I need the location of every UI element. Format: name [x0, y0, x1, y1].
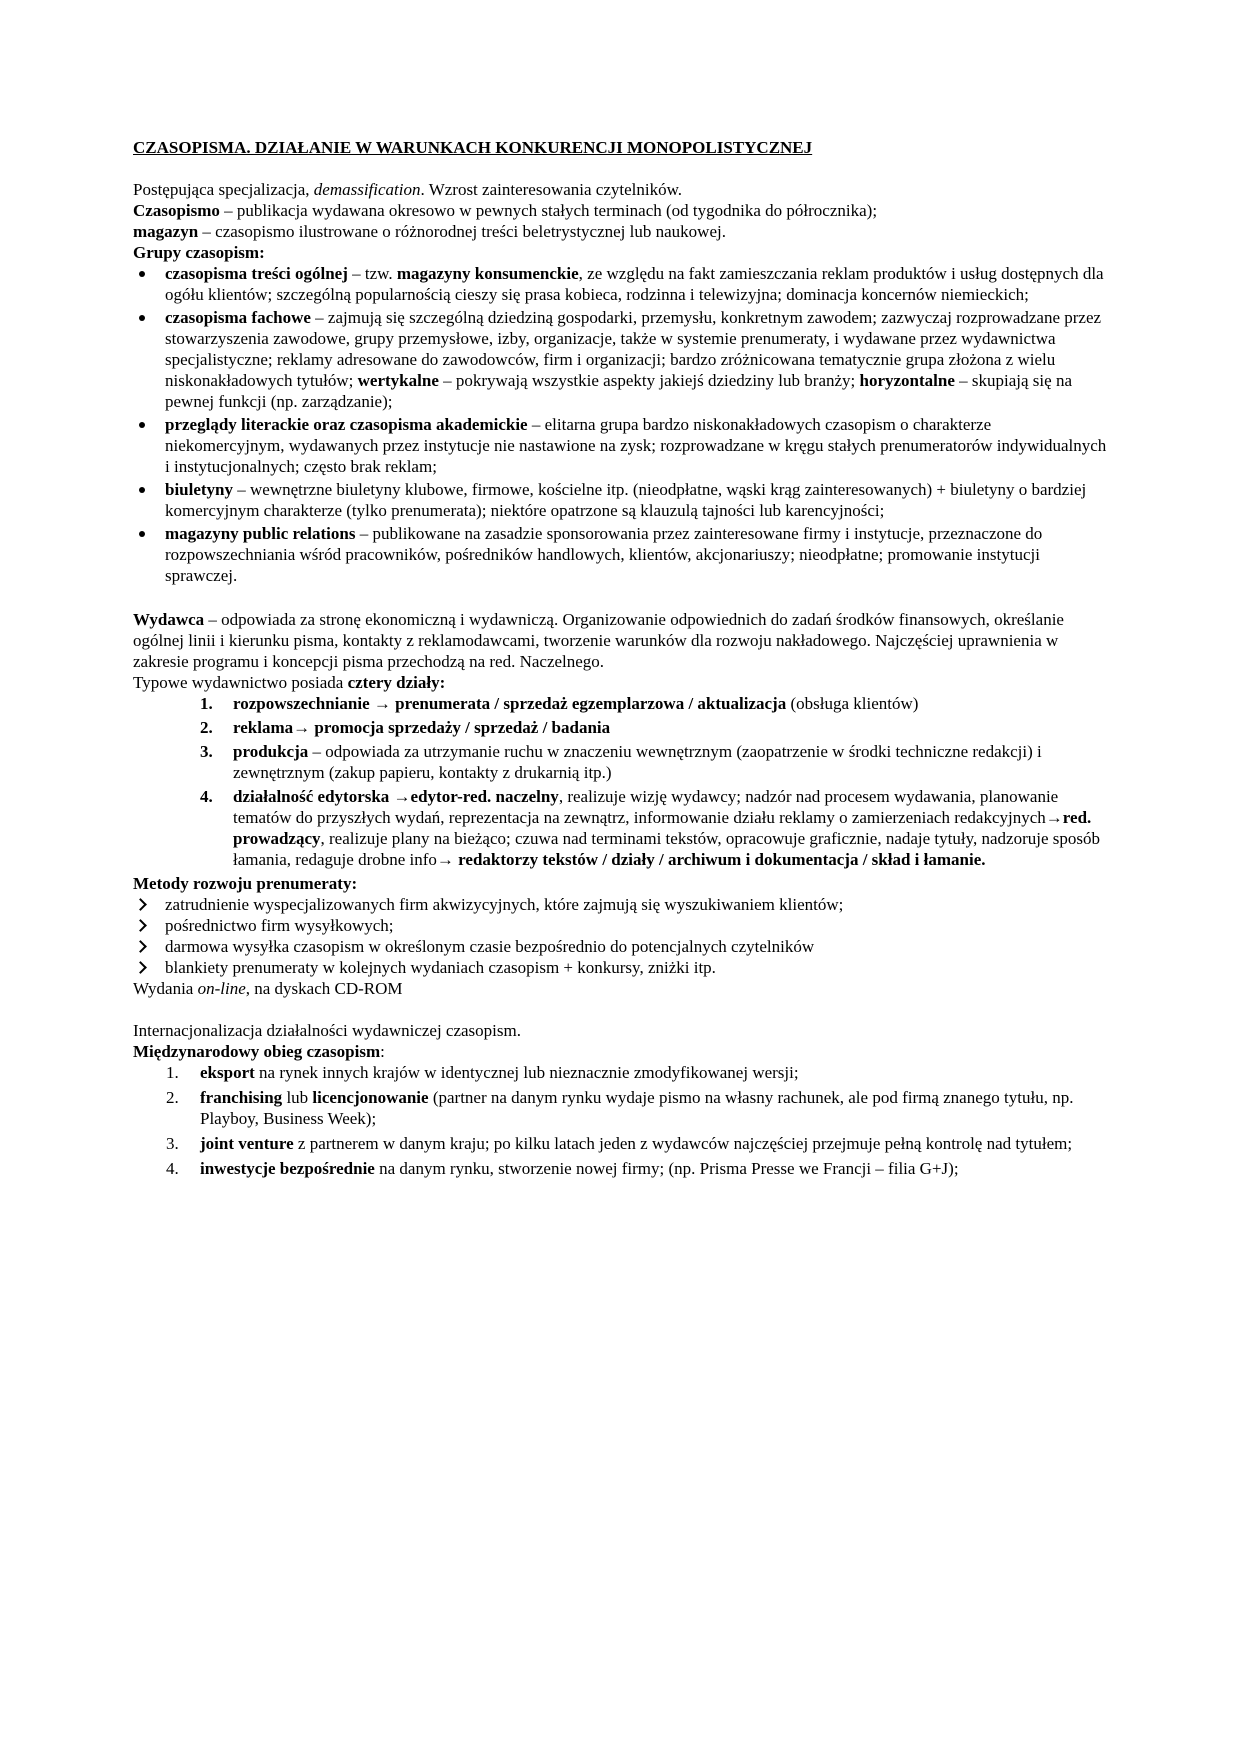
- paragraph: [133, 179, 1110, 200]
- text-run: cztery działy:: [347, 673, 446, 692]
- arrow-bullet-icon: [134, 961, 147, 974]
- arrow-bullet-icon: [134, 919, 147, 932]
- paragraph: [133, 672, 1110, 693]
- text-run: (obsługa klientów): [786, 694, 919, 713]
- list-number: 3.: [200, 742, 213, 761]
- list-number: 4.: [200, 787, 213, 806]
- list-number: 1.: [200, 694, 213, 713]
- list-item: [133, 957, 1110, 978]
- text-run: licencjonowanie: [312, 1088, 429, 1107]
- text-run: Międzynarodowy obieg czasopism: [133, 1042, 381, 1061]
- bullet-icon: [139, 315, 145, 321]
- list-item: [133, 786, 1110, 870]
- text-run: Wydania: [133, 979, 198, 998]
- blank-line: [133, 999, 1110, 1020]
- list-item: [133, 414, 1110, 477]
- paragraph: [133, 873, 1110, 894]
- text-run: blankiety prenumeraty w kolejnych wydaniach czasopism + konkursy, zniżki itp.: [165, 958, 716, 977]
- text-run: – odpowiada za stronę ekonomiczną i wydawniczą. Organizowanie odpowiednich do zadań środków finansowych, określanie ogólnej linii i kierunku pisma, kontakty z reklamodawcami, tworzenie warunków dla rozwoju nakładowego. Najczęściej uprawnienia w zakresie programu i koncepcji pisma przechodzą na red. Naczelnego.: [133, 610, 1064, 671]
- document-title: CZASOPISMA. DZIAŁANIE W WARUNKACH KONKURENCJI MONOPOLISTYCZNEJ: [133, 138, 813, 157]
- list-number: 4.: [166, 1159, 179, 1178]
- text-run: – publikacja wydawana okresowo w pewnych stałych terminach (od tygodnika do półrocznika);: [219, 201, 878, 220]
- list-item: [133, 717, 1110, 738]
- text-run: rozpowszechnianie → prenumerata / sprzedaż egzemplarzowa / aktualizacja: [233, 694, 787, 713]
- list-item-text: [200, 1134, 1072, 1153]
- text-run: – odpowiada za utrzymanie ruchu w znaczeniu wewnętrznym (zaopatrzenie w środki techniczne redakcji) i zewnętrznym (zakup papieru, kontakty z drukarnią itp.): [233, 742, 1042, 782]
- document-body: [133, 179, 1110, 1179]
- text-run: z partnerem w danym kraju; po kilku latach jeden z wydawców najczęściej przejmuje pełną kontrolę nad tytułem;: [293, 1134, 1073, 1153]
- text-run: demassification: [313, 180, 421, 199]
- list-item-text: [165, 916, 394, 935]
- list-number: 1.: [166, 1063, 179, 1082]
- list-item-text: [165, 308, 1101, 411]
- text-run: – skupiają się na pewnej funkcji (np. zarządzanie);: [165, 371, 1072, 411]
- text-run: :: [380, 1042, 385, 1061]
- text-run: horyzontalne: [859, 371, 955, 390]
- text-run: Typowe wydawnictwo posiada: [133, 673, 348, 692]
- text-run: Metody rozwoju prenumeraty:: [133, 874, 358, 893]
- list-item: [133, 1087, 1110, 1129]
- paragraph: [133, 242, 1110, 263]
- list-item-text: [233, 718, 610, 737]
- text-run: → redaktorzy tekstów / działy / archiwum i dokumentacja / skład i łamanie.: [436, 850, 986, 869]
- text-run: darmowa wysyłka czasopism w określonym czasie bezpośrednio do potencjalnych czytelników: [165, 937, 815, 956]
- list-number: 3.: [166, 1134, 179, 1153]
- paragraph: [133, 1020, 1110, 1041]
- list-item: [133, 915, 1110, 936]
- text-run: inwestycje bezpośrednie: [200, 1159, 375, 1178]
- list-item-text: [200, 1088, 1073, 1128]
- list-item-text: [200, 1063, 799, 1082]
- text-run: joint venture: [200, 1134, 294, 1153]
- text-run: – elitarna grupa bardzo niskonakładowych czasopism o charakterze niekomercyjnym, wydawanych przez instytucje nie nastawione na zysk; rozprowadzane w kręgu stałych prenumeratorów indywidualnych i instytucjonalnych; często brak reklam;: [165, 415, 1107, 476]
- text-run: – pokrywają wszystkie aspekty jakiejś dziedziny lub branży;: [438, 371, 860, 390]
- list-number: 2.: [166, 1088, 179, 1107]
- text-run: – zajmują się szczególną dziedziną gospodarki, przemysłu, konkretnym zawodem; zazwyczaj rozprowadzane przez stowarzyszenia zawodowe, grupy przemysłowe, izby, organizacje, także w systemie prenumeraty, i wydawane przez wydawnictwa specjalistyczne; reklamy adresowane do zawodowców, firm i organizacji; bardzo zróżnicowana tematycznie grupa złożona z wielu niskonakładowych tytułów;: [165, 308, 1102, 390]
- paragraph: [133, 1041, 1110, 1062]
- list-item-text: [165, 524, 1042, 585]
- list-item-text: [233, 787, 1100, 869]
- list-item: [133, 263, 1110, 305]
- text-run: (partner na danym rynku wydaje pismo na własny rachunek, ale pod firmą znanego tytułu, np. Playboy, Business Week);: [200, 1088, 1074, 1128]
- text-run: , na dyskach CD-ROM: [245, 979, 403, 998]
- list-item: [133, 307, 1110, 412]
- list-item: [133, 1133, 1110, 1154]
- text-run: magazyny konsumenckie: [396, 264, 579, 283]
- text-run: – tzw.: [347, 264, 397, 283]
- paragraph: [133, 609, 1110, 672]
- paragraph: [133, 200, 1110, 221]
- text-run: Wydawca: [133, 610, 205, 629]
- list-item-text: [165, 264, 1104, 304]
- text-run: lub: [282, 1088, 313, 1107]
- text-run: on-line: [197, 979, 246, 998]
- list-item: [133, 741, 1110, 783]
- list-item-text: [165, 480, 1086, 520]
- list-item-text: [200, 1159, 959, 1178]
- text-run: franchising: [200, 1088, 283, 1107]
- text-run: eksport: [200, 1063, 255, 1082]
- bullet-icon: [139, 487, 145, 493]
- text-run: na rynek innych krajów w identycznej lub nieznacznie zmodyfikowanej wersji;: [254, 1063, 799, 1082]
- text-run: na danym rynku, stworzenie nowej firmy; (np. Prisma Presse we Francji – filia G+J);: [374, 1159, 959, 1178]
- text-run: magazyn: [133, 222, 199, 241]
- list-item: [133, 693, 1110, 714]
- text-run: →red. prowadzący: [233, 808, 1092, 848]
- text-run: Czasopismo: [133, 201, 220, 220]
- text-run: – wewnętrzne biuletyny klubowe, firmowe, kościelne itp. (nieodpłatne, wąski krąg zainteresowanych) + biuletyny o bardziej komercyjnym charakterze (tylko prenumerata); niektóre opatrzone są klauzulą tajności lub karencyjności;: [165, 480, 1087, 520]
- text-run: pośrednictwo firm wysyłkowych;: [165, 916, 394, 935]
- text-run: magazyny public relations: [165, 524, 356, 543]
- arrow-list: [133, 894, 1110, 978]
- text-run: , realizuje plany na bieżąco; czuwa nad terminami tekstów, opracowuje graficznie, nadaje tytuły, nadzoruje sposób łamania, redaguje drobne info: [233, 829, 1101, 869]
- list-item-text: [165, 415, 1106, 476]
- numbered-list: [133, 1062, 1110, 1179]
- text-run: – czasopismo ilustrowane o różnorodnej treści beletrystycznej lub naukowej.: [198, 222, 726, 241]
- list-number: 2.: [200, 718, 213, 737]
- text-run: Grupy czasopism:: [133, 243, 265, 262]
- bullet-icon: [139, 271, 145, 277]
- list-item-text: [165, 937, 814, 956]
- blank-line: [133, 588, 1110, 609]
- bullet-list: [133, 263, 1110, 586]
- text-run: produkcja: [233, 742, 309, 761]
- text-run: , realizuje wizję wydawcy; nadzór nad procesem wydawania, planowanie tematów do przyszłych wydań, reprezentacja na zewnątrz, informowanie działu reklamy o zamierzeniach redakcyjnych: [233, 787, 1059, 827]
- list-item: [133, 479, 1110, 521]
- text-run: reklama→ promocja sprzedaży / sprzedaż / badania: [233, 718, 611, 737]
- list-item-text: [165, 958, 716, 977]
- text-run: – publikowane na zasadzie sponsorowania przez zainteresowane firmy i instytucje, przeznaczone do rozpowszechniania wśród pracowników, pośredników handlowych, klientów, akcjonariuszy; nieodpłatne; promowanie instytucji sprawczej.: [165, 524, 1043, 585]
- text-run: biuletyny: [165, 480, 234, 499]
- arrow-bullet-icon: [134, 898, 147, 911]
- arrow-bullet-icon: [134, 940, 147, 953]
- numbered-list: [133, 693, 1110, 870]
- text-run: działalność edytorska →edytor-red. naczelny: [233, 787, 559, 806]
- bullet-icon: [139, 422, 145, 428]
- text-run: zatrudnienie wyspecjalizowanych firm akwizycyjnych, które zajmują się wyszukiwaniem klientów;: [165, 895, 844, 914]
- text-run: przeglądy literackie oraz czasopisma akademickie: [165, 415, 528, 434]
- list-item-text: [233, 694, 918, 713]
- text-run: Internacjonalizacja działalności wydawniczej czasopism.: [133, 1021, 521, 1040]
- text-run: , ze względu na fakt zamieszczania reklam produktów i usług dostępnych dla ogółu klientów; szczególną popularnością cieszy się prasa kobieca, rodzinna i telewizyjna; dominacja koncernów niemieckich;: [165, 264, 1104, 304]
- list-item-text: [165, 895, 843, 914]
- paragraph: [133, 978, 1110, 999]
- text-run: czasopisma fachowe: [165, 308, 311, 327]
- list-item: [133, 894, 1110, 915]
- list-item-text: [233, 742, 1042, 782]
- list-item: [133, 1158, 1110, 1179]
- list-item: [133, 936, 1110, 957]
- text-run: czasopisma treści ogólnej: [165, 264, 348, 283]
- text-run: wertykalne: [357, 371, 439, 390]
- list-item: [133, 523, 1110, 586]
- text-run: . Wzrost zainteresowania czytelników.: [420, 180, 683, 199]
- list-item: [133, 1062, 1110, 1083]
- text-run: Postępująca specjalizacja,: [133, 180, 314, 199]
- paragraph: [133, 221, 1110, 242]
- bullet-icon: [139, 531, 145, 537]
